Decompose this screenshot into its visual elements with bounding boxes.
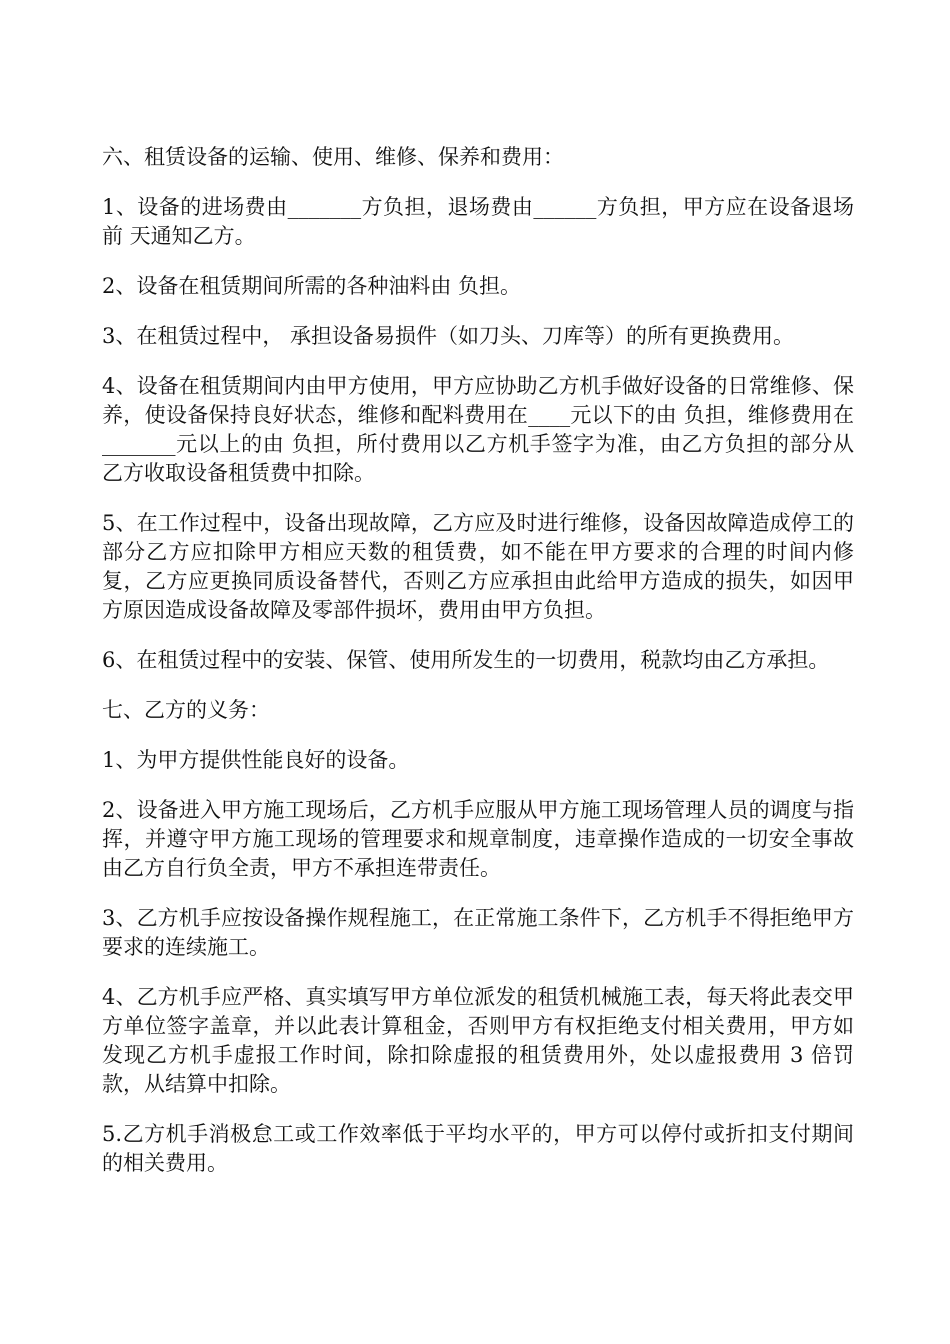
clause-6-1-entry-exit-fees: 1、设备的进场费由_______方负担，退场费由______方负担，甲方应在设备退场前 天通知乙方。 xyxy=(102,195,854,248)
clause-6-6-costs-taxes: 6、在租赁过程中的安装、保管、使用所发生的一切费用，税款均由乙方承担。 xyxy=(102,648,830,672)
clause-7-5-efficiency: 5.乙方机手消极怠工或工作效率低于平均水平的，甲方可以停付或折扣支付期间的相关费用。 xyxy=(102,1122,854,1175)
clause-6-5-breakdown: 5、在工作过程中，设备出现故障，乙方应及时进行维修，设备因故障造成停工的部分乙方应扣除甲方相应天数的租赁费，如不能在甲方要求的合理的时间内修复，乙方应更换同质设备替代，否则乙方应承担由此给甲方造成的损失，如因甲方原因造成设备故障及零部件损坏，费用由甲方负担。 xyxy=(102,511,854,622)
section-six-heading: 六、租赁设备的运输、使用、维修、保养和费用： xyxy=(102,145,564,169)
document-body xyxy=(102,143,854,1199)
clause-6-4-maintenance: 4、设备在租赁期间内由甲方使用，甲方应协助乙方机手做好设备的日常维修、保养，使设备保持良好状态，维修和配料费用在____元以下的由 负担，维修费用在_______元以上的由 负担，所付费用以乙方机手签字为准，由乙方负担的部分从乙方收取设备租赁费中扣除。 xyxy=(102,374,854,485)
clause-7-1-equipment: 1、为甲方提供性能良好的设备。 xyxy=(102,748,410,772)
clause-7-2-site-rules: 2、设备进入甲方施工现场后，乙方机手应服从甲方施工现场管理人员的调度与指挥，并遵守甲方施工现场的管理要求和规章制度，违章操作造成的一切安全事故由乙方自行负全责，甲方不承担连带责任。 xyxy=(102,798,854,880)
clause-7-3-operation: 3、乙方机手应按设备操作规程施工，在正常施工条件下，乙方机手不得拒绝甲方要求的连续施工。 xyxy=(102,906,854,959)
clause-7-4-work-log: 4、乙方机手应严格、真实填写甲方单位派发的租赁机械施工表，每天将此表交甲方单位签字盖章，并以此表计算租金，否则甲方有权拒绝支付相关费用，甲方如发现乙方机手虚报工作时间，除扣除虚报的租赁费用外，处以虚报费用 3 倍罚款，从结算中扣除。 xyxy=(102,985,854,1096)
section-seven-heading: 七、乙方的义务： xyxy=(102,698,270,722)
clause-6-2-fuel: 2、设备在租赁期间所需的各种油料由 负担。 xyxy=(102,274,522,298)
clause-6-3-wear-parts: 3、在租赁过程中， 承担设备易损件（如刀头、刀库等）的所有更换费用。 xyxy=(102,324,795,348)
